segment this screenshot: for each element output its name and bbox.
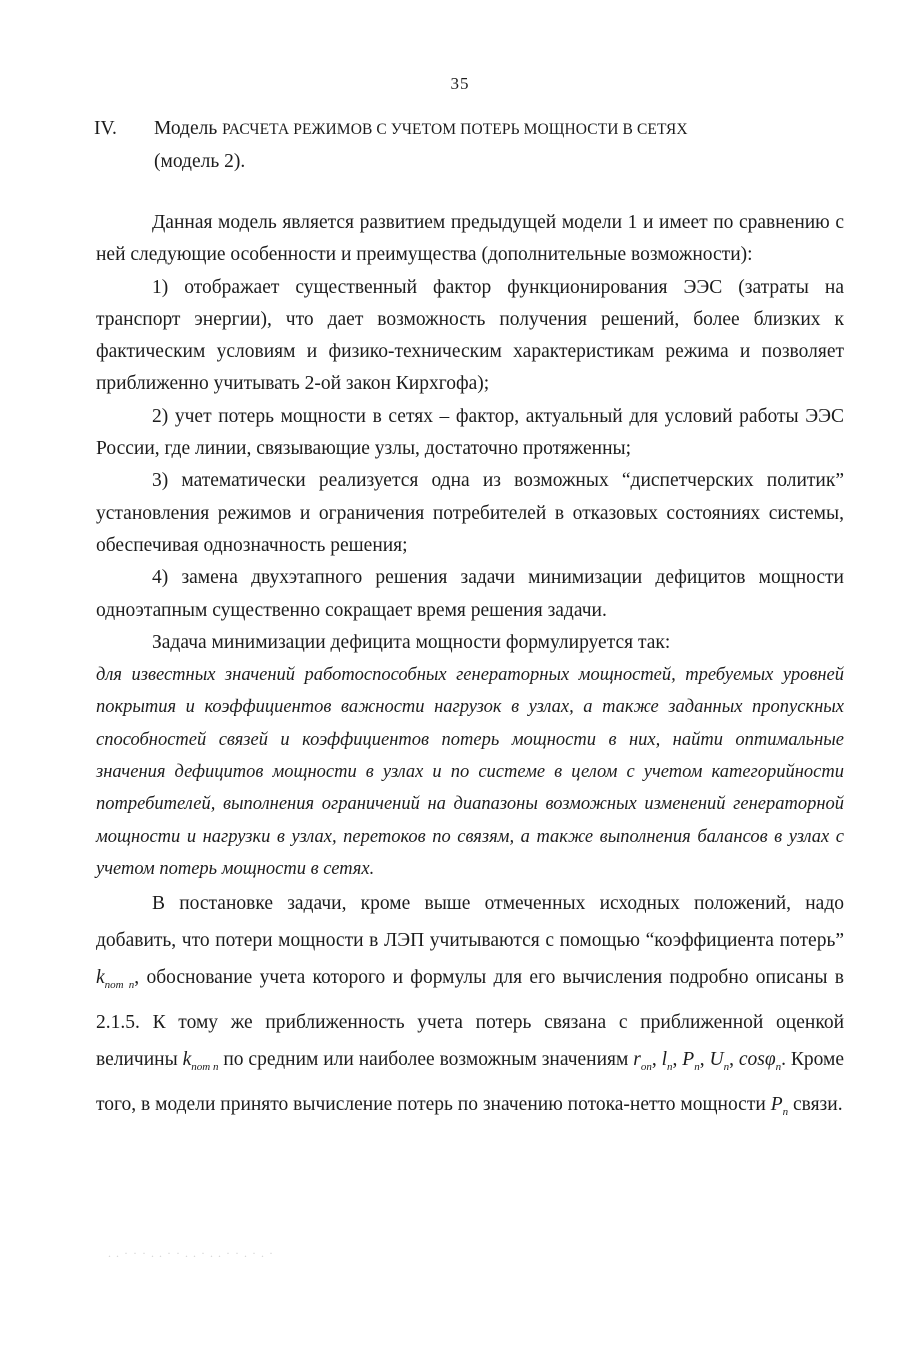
cos-symbol (738, 1049, 782, 1074)
p-letter: P (682, 1049, 695, 1071)
feature-1: 1) отображает существенный фактор функционирования ЭЭС (затраты на транспорт энергии), что дает возможность получения решений, более близких к фактическим условиям и физико-техническим характеристикам режима и позволяет приближенно учитывать 2-ой закон Кирхгофа); (96, 276, 844, 395)
p-symbol-2 (770, 1094, 789, 1119)
l-letter: l (661, 1049, 668, 1071)
task-intro: Задача минимизации дефицита мощности формулируется так: (152, 631, 671, 653)
final-text-2: , обоснование учета которого и формулы для его вычисления подробно описаны в 2.1.5. К тому же приближенность учета потерь связана с приближенной оценкой величины (96, 967, 845, 1071)
r-symbol (633, 1049, 652, 1074)
p-subscript: n (694, 1061, 700, 1074)
final-text-3: по средним или наиболее возможным значениям (218, 1049, 634, 1071)
k-loss-symbol (96, 967, 135, 992)
separator-1: , (651, 1049, 662, 1071)
r-letter: r (633, 1049, 641, 1071)
task-statement: для известных значений работоспособных генераторных мощностей, требуемых уровней покрытия и коэффициентов важности нагрузок в узлах, а также заданных пропускных способностей связей и коэффициентов потерь мощности в них, найти оптимальные значения дефицитов мощности в узлах и по системе в целом с учетом категорийности потребителей, выполнения ограничений на диапазоны возможных изменений генераторной мощности и нагрузки в узлах, перетоков по связям, а также выполнения балансов в узлах с учетом потерь мощности в сетях. (96, 665, 844, 879)
feature-3: 3) математически реализуется одна из возможных “диспетчерских политик” установления режимов и ограничения потребителей в отказовых состояниях системы, обеспечивая однозначность решения; (96, 470, 844, 556)
separator-3: , (699, 1049, 710, 1071)
final-text-5: связи. (788, 1094, 843, 1116)
section-title-caps: РАСЧЕТА РЕЖИМОВ С УЧЕТОМ ПОТЕРЬ МОЩНОСТИ В СЕТЯХ (222, 121, 688, 138)
feature-2: 2) учет потерь мощности в сетях – фактор, актуальный для условий работы ЭЭС России, где линии, связывающие узлы, достаточно протяженны; (96, 405, 844, 460)
scan-bleed-through: . . · · · . . · · . . · . . · · . · . · (108, 1246, 274, 1260)
cos-letter: cosφ (738, 1049, 776, 1071)
separator-4: , (729, 1049, 739, 1071)
l-subscript: n (667, 1061, 673, 1074)
section-title (154, 112, 688, 146)
final-text-1: В постановке задачи, кроме выше отмеченных исходных положений, надо добавить, что потери мощности в ЛЭП учитываются с помощью “коэффициента потерь” (96, 893, 844, 952)
r-subscript: оп (640, 1061, 652, 1074)
u-symbol (709, 1049, 730, 1074)
k-subscript: пот n (104, 979, 135, 992)
cos-subscript: n (775, 1061, 782, 1074)
u-letter: U (709, 1049, 724, 1071)
k-loss-symbol-2 (182, 1049, 219, 1074)
k-subscript-2: пот n (191, 1061, 219, 1074)
p-letter-2: P (770, 1094, 783, 1116)
page-number: 35 (450, 74, 470, 93)
body-text (96, 207, 844, 1131)
u-subscript: n (723, 1061, 730, 1074)
feature-4: 4) замена двухэтапного решения задачи минимизации дефицитов мощности одноэтапным существенно сокращает время решения задачи. (96, 567, 844, 621)
k-letter-2: k (182, 1049, 192, 1071)
p-symbol (682, 1049, 700, 1074)
section-number: IV. (94, 118, 117, 139)
separator-2: , (672, 1049, 683, 1071)
p-subscript-2: n (782, 1106, 789, 1119)
final-text-4: . Кроме того, в модели принято вычисление потерь по значению потока-нетто мощности (96, 1049, 845, 1116)
final-paragraph (96, 885, 844, 1131)
k-letter: k (96, 967, 105, 989)
l-symbol (661, 1049, 673, 1074)
section-subtitle: (модель 2). (154, 151, 246, 172)
intro-paragraph: Данная модель является развитием предыдущей модели 1 и имеет по сравнению с ней следующие особенности и преимущества (дополнительные возможности): (96, 212, 844, 266)
section-title-lead: Модель (154, 118, 223, 139)
